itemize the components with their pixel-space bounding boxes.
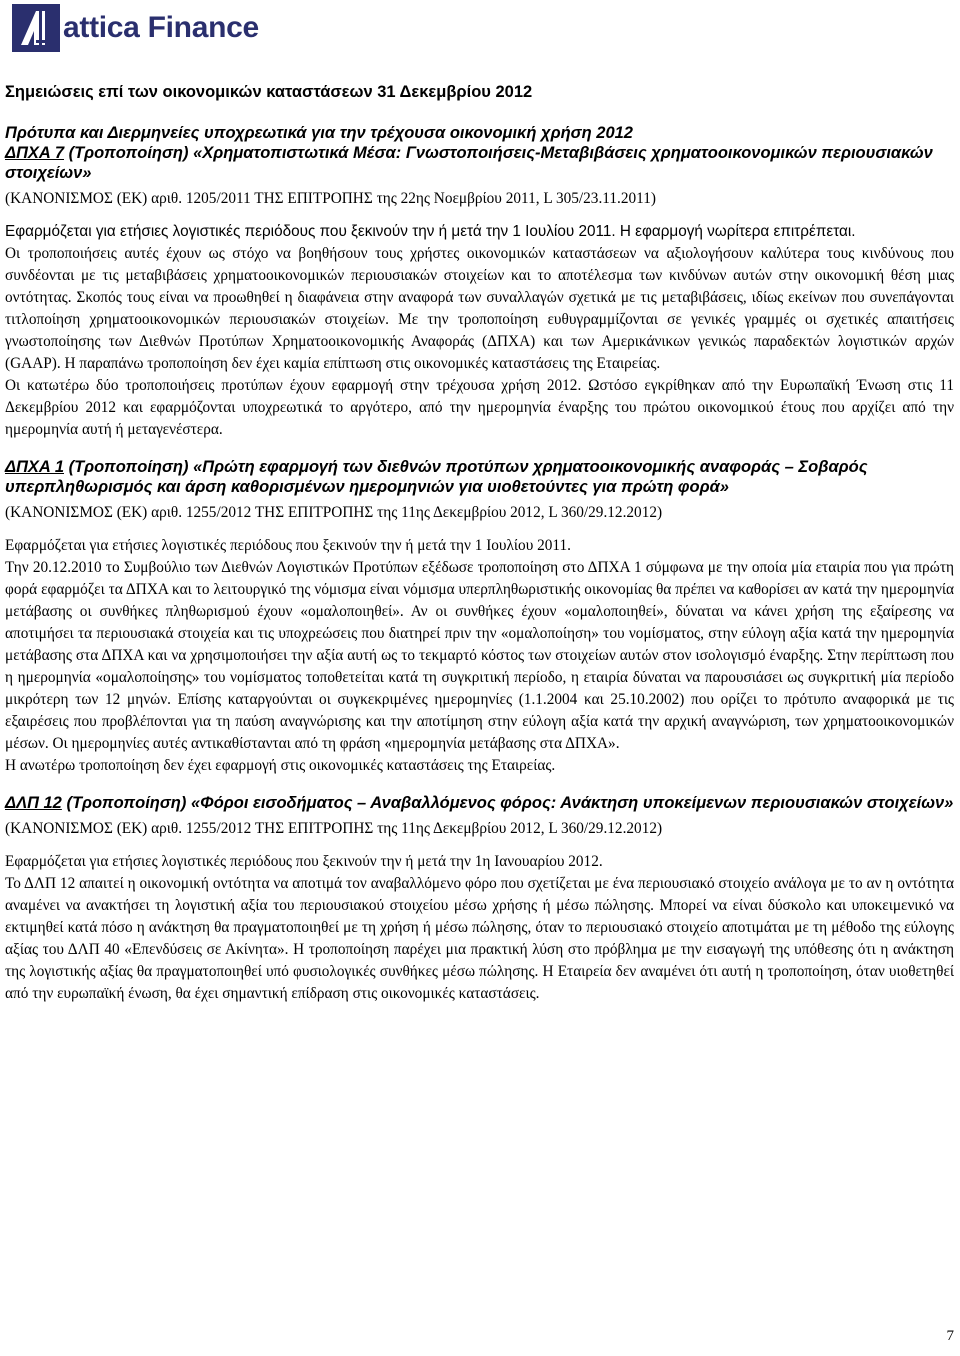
standard-title — [5, 457, 954, 497]
paragraph: Το ΔΛΠ 12 απαιτεί η οικονομική οντότητα να αποτιμά τον αναβαλλόμενο φόρο που σχετίζεται με ένα περιουσιακό στοιχείο ανάλογα με το αν η οντότητα αναμένει να ανακτήσει τη λογιστική αξία του περιουσιακού στοιχείου μέσω χρήσης ή μέσω πώλησης. Μπορεί να είναι δύσκολο και υποκειμενικό να εκτιμηθεί κατά πόσο η ανάκτηση θα πραγματοποιηθεί με τη χρήση ή μέσω πώλησης, όταν το περιουσιακό στοιχείο αποτιμάται με τη μέθοδο της εύλογης αξίας του ΔΛΠ 40 «Επενδύσεις σε Ακίνητα». Η τροποποίηση παρέχει μια πρακτική λύση στο πρόβλημα με την εισαγωγή της υπόθεσης ότι η ανάκτηση της λογιστικής αξίας θα πραγματοποιηθεί υπό φυσιολογικές συνθήκες μέσω πώλησης. Η Εταιρεία δεν αναμένει ότι αυτή η τροποποίηση, όταν υιοθετηθεί από την ευρωπαϊκή ένωση, θα έχει σημαντική επίδραση στις οικονομικές καταστάσεις. — [5, 875, 954, 1002]
document-body — [5, 82, 954, 1005]
paragraph: Εφαρμόζεται για ετήσιες λογιστικές περιόδους που ξεκινούν την ή μετά την 1 Ιουλίου 2011. Η εφαρμογή νωρίτερα επιτρέπεται. — [5, 223, 856, 240]
standard-title — [5, 143, 954, 183]
standard-code: ΔΠΧΑ 7 — [5, 144, 64, 162]
standard-ias12 — [5, 793, 954, 1005]
regulation-reference: (ΚΑΝΟΝΙΣΜΟΣ (ΕΚ) αριθ. 1255/2012 ΤΗΣ ΕΠΙΤΡΟΠΗΣ της 11ης Δεκεμβρίου 2012, L 360/29.12.2012) — [5, 504, 663, 521]
standard-ifrs1 — [5, 457, 954, 777]
paragraph: Οι τροποποιήσεις αυτές έχουν ως στόχο να βοηθήσουν τους χρήστες οικονομικών καταστάσεων να αξιολογήσουν καλύτερα τους κινδύνους που συνδέονται με τις μεταβιβάσεις χρηματοοικονομικών περιουσιακών στοιχείων και το αποτέλεσμα των κινδύνων αυτών στην οικονομική θέση μιας οντότητας. Σκοπός τους είναι να προωθηθεί η διαφάνεια στην αναφορά των συναλλαγών σχετικά με τις μεταβιβάσεις, ιδίως εκείνων που συνεπάγονται τιτλοποίηση χρηματοοικονομικών περιουσιακών στοιχείων. Με την τροποποίηση ευθυγραμμίζονται σε γενικές γραμμές οι σχετικές απαιτήσεις γνωστοποίησης των Διεθνών Προτύπων Χρηματοοικονομικής Αναφοράς (ΔΠΧΑ) και των Αμερικάνικων γενικώς παραδεκτών λογιστικών αρχών (GAAP). Η παραπάνω τροποποίηση δεν έχει καμία επίπτωση στις οικονομικές καταστάσεις της Εταιρείας. — [5, 245, 954, 372]
brand-name: attica Finance — [63, 11, 259, 44]
brand-logo — [12, 3, 259, 53]
standard-code: ΔΠΧΑ 1 — [5, 458, 64, 476]
regulation-reference: (ΚΑΝΟΝΙΣΜΟΣ (ΕΚ) αριθ. 1255/2012 ΤΗΣ ΕΠΙΤΡΟΠΗΣ της 11ης Δεκεμβρίου 2012, L 360/29.12.2012) — [5, 820, 663, 837]
document-title: Σημειώσεις επί των οικονομικών καταστάσεων 31 Δεκεμβρίου 2012 — [5, 83, 533, 101]
paragraph: Εφαρμόζεται για ετήσιες λογιστικές περιόδους που ξεκινούν την ή μετά την 1 Ιουλίου 2011. — [5, 537, 571, 554]
regulation-reference: (ΚΑΝΟΝΙΣΜΟΣ (ΕΚ) αριθ. 1205/2011 ΤΗΣ ΕΠΙΤΡΟΠΗΣ της 22ης Νοεμβρίου 2011, L 305/23.11.2011) — [5, 190, 656, 207]
standard-title — [5, 793, 954, 813]
paragraph: Την 20.12.2010 το Συμβούλιο των Διεθνών Λογιστικών Προτύπων εξέδωσε τροποποίηση στο ΔΠΧΑ 1 σύμφωνα με την οποία μία εταιρία που για πρώτη φορά εφαρμόζει τα ΔΠΧΑ και το λειτουργικό της νόμισμα είναι νόμισμα υπερπληθωριστικής οικονομίας θα πρέπει να καθορίσει αν κατά την ημερομηνία μετάβασης οι συνθήκες πληθωρισμού έχουν «ομαλοποιηθεί». Αν οι συνθήκες έχουν «ομαλοποιηθεί», δύναται να κάνει χρήση της εξαίρεσης να αποτιμήσει τα περιουσιακά στοιχεία και τις υποχρεώσεις που διατηρεί πριν την «ομαλοποίηση» του νομίσματος, στην εύλογη αξία κατά την ημερομηνία μετάβασης στα ΔΠΧΑ και να χρησιμοποιήσει την αξία αυτή ως το τεκμαρτό κόστος των στοιχείων αυτών στον ισολογισμό έναρξης. Στην περίπτωση που η ημερομηνία «ομαλοποίησης» του νομίσματος τοποθετείται κατά τη συγκριτική περίοδο, η εταιρία δύναται να παρουσιάσει ως συγκριτική μία περίοδο μικρότερη των 12 μηνών. Επίσης καταργούνται οι συγκεκριμένες ημερομηνίες (1.1.2004 και 25.10.2002) που ορίζει το πρότυπο αναφορικά με τις εξαιρέσεις που προβλέπονται για τη παύση αναγνώρισης και την αποτίμηση στην εύλογη αξία κατά την αρχική αναγνώριση, των χρηματοοικονομικών μέσων. Οι ημερομηνίες αυτές αντικαθίστανται από τη φράση «ημερομηνία μετάβασης στα ΔΠΧΑ». — [5, 559, 954, 752]
standard-title-text: (Τροποποίηση) «Πρώτη εφαρμογή των διεθνών προτύπων χρηματοοικονομικής αναφοράς – Σοβαρός υπερπληθωρισμός και άρση καθορισμένων ημερομηνιών για υιοθετούντες για πρώτη φορά» — [5, 458, 868, 496]
standard-title-text: (Τροποποίηση) «Φόροι εισοδήματος – Αναβαλλόμενος φόρος: Ανάκτηση υποκείμενων περιουσιακών στοιχείων» — [66, 794, 954, 812]
page-number: 7 — [946, 1328, 954, 1344]
paragraph: Οι κατωτέρω δύο τροποποιήσεις προτύπων έχουν εφαρμογή στην τρέχουσα χρήση 2012. Ωστόσο εγκρίθηκαν από την Ευρωπαϊκή Ένωση στις 11 Δεκεμβρίου 2012 και εφαρμόζονται υποχρεωτικά το αργότερο, από την ημερομηνία έναρξης του πρώτου οικονομικού έτους που αρχίζει από την ημερομηνία αυτή ή μεταγενέστερα. — [5, 377, 954, 438]
paragraph: Εφαρμόζεται για ετήσιες λογιστικές περιόδους που ξεκινούν την ή μετά την 1η Ιανουαρίου 2012. — [5, 853, 603, 870]
section-title: Πρότυπα και Διερμηνείες υποχρεωτικά για την τρέχουσα οικονομική χρήση 2012 — [5, 124, 633, 142]
standard-code: ΔΛΠ 12 — [5, 794, 62, 812]
paragraph: Η ανωτέρω τροποποίηση δεν έχει εφαρμογή στις οικονομικές καταστάσεις της Εταιρείας. — [5, 757, 556, 774]
standard-title-text: (Τροποποίηση) «Χρηματοπιστωτικά Μέσα: Γνωστοποιήσεις-Μεταβιβάσεις χρηματοοικονομικών περιουσιακών στοιχείων» — [5, 144, 933, 182]
attica-logo-icon — [12, 4, 60, 52]
standard-ifrs7 — [5, 143, 954, 441]
